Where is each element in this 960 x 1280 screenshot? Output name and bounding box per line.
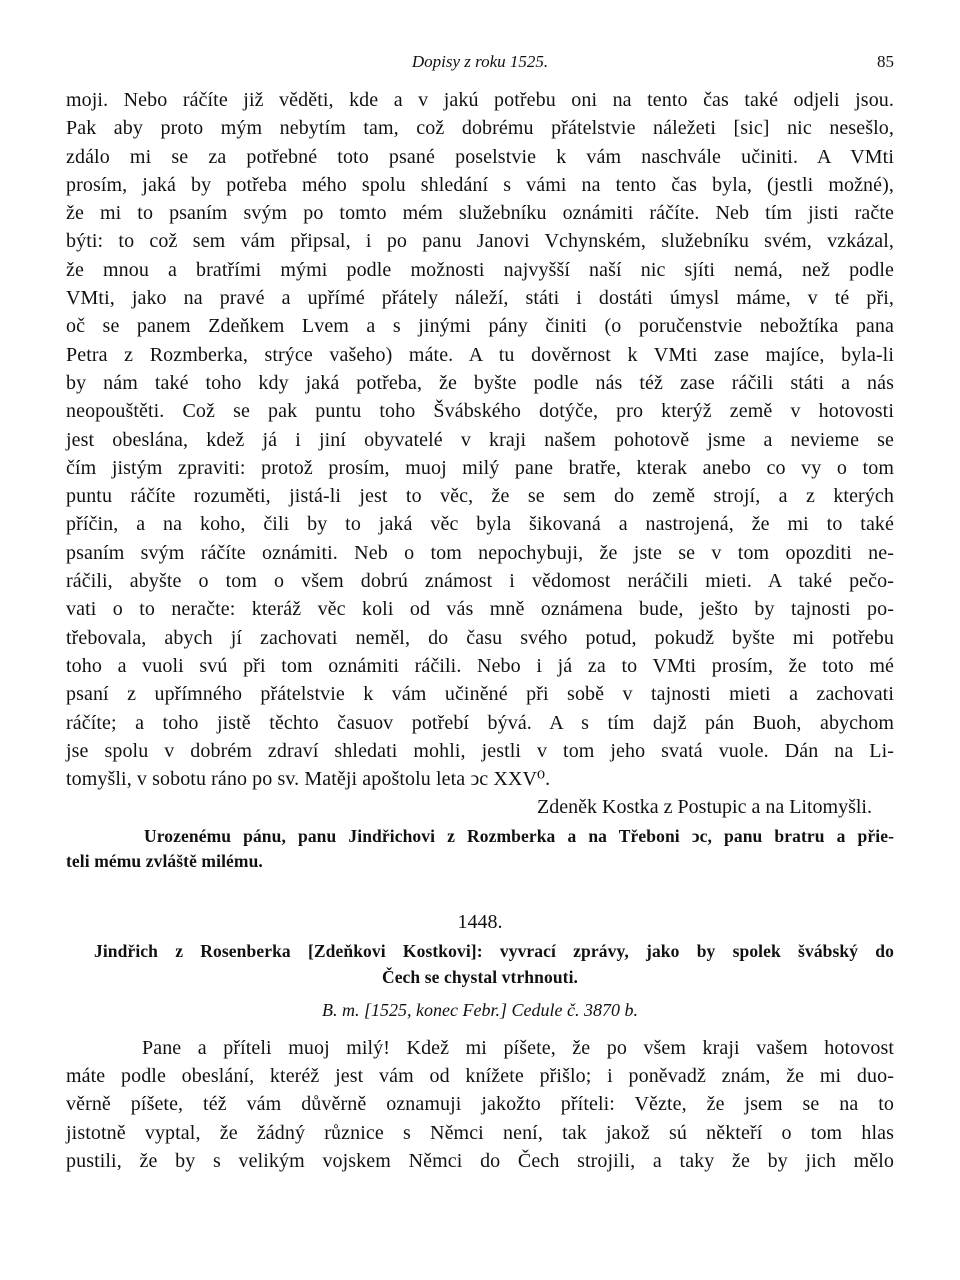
text-line: tomyšli, v sobotu ráno po sv. Matěji apoštolu leta ↄc XXV⁰. xyxy=(66,768,551,791)
text-line: by nám také toho kdy jaká potřeba, že byšte podle nás též zase ráčili státi a nás xyxy=(66,371,894,394)
body-text xyxy=(66,86,894,1175)
text-line: psaní z upřímného přátelstvie k vám učiněné při sobě v tajnosti mieti a zachovati xyxy=(66,683,894,706)
letter-2-body xyxy=(66,1034,894,1175)
text-line: prosím, jaká by potřeba mého spolu shledání s vámi na tento čas byla, (jestli možné), xyxy=(66,173,894,196)
text-line: čím jistým zpraviti: protož prosím, muoj milý pane bratře, kterak anebo co vy o tom xyxy=(66,456,894,479)
text-line: že mi to psaním svým po tomto mém služebníku oznámiti ráčíte. Neb tím jisti račte xyxy=(66,202,894,225)
text-line: jest obeslána, kdež já i jiní obyvatelé v kraji našem pohotově jsme a nevieme se xyxy=(66,428,894,451)
text-line: ráčíte; a toho jistě těchto časuov potřebí bývá. A s tím dajž pán Buoh, abychom xyxy=(66,711,894,734)
text-line: puntu ráčíte rozuměti, jistá-li jest to věc, že se sem do země strojí, a z kterých xyxy=(66,485,894,508)
letter-address xyxy=(66,824,894,874)
document-number: 1448. xyxy=(457,910,503,933)
summary-line: Jindřich z Rosenberka [Zdeňkovi Kostkovi]: vyvrací zprávy, jako by spolek švábský do xyxy=(94,940,894,961)
text-line: Pak aby proto mým nebytím tam, což dobrému přátelstvie náležeti [sic] nic nesešlo, xyxy=(66,117,894,140)
text-line: příčin, a na koho, čili by to jaká věc byla šikovaná a nastrojená, že mi to také xyxy=(66,513,894,536)
text-line: pustili, že by s velikým vojskem Němci do Čech strojili, a taky že by jich mělo xyxy=(66,1149,894,1172)
address-line: Urozenému pánu, panu Jindřichovi z Rozmberka a na Třeboni ↄc, panu bratru a přie- xyxy=(144,825,894,846)
text-line: že mnou a bratřími mými podle možnosti najvyšší naší nic sjíti nemá, než podle xyxy=(66,258,894,281)
text-line: jse spolu v dobrém zdraví shledati mohli, jestli v tom jeho svatá vuole. Dán na Li- xyxy=(66,739,894,762)
text-line: jistotně vyptal, že žádný různice s Němci není, tak jakož sú někteří o tom hlas xyxy=(66,1121,894,1144)
text-line: máte podle obeslání, kteréž jest vám od knížete přišlo; i poněvadž znám, že mi duo- xyxy=(66,1065,894,1088)
source-reference: B. m. [1525, konec Febr.] Cedule č. 3870 b. xyxy=(322,999,638,1020)
text-line: ráčili, abyšte o tom o všem dobrú známost i vědomost neráčili mieti. A také pečo- xyxy=(66,570,894,593)
text-line: VMti, jako na pravé a upřímé přátely náleží, státi i dostáti úmysl máme, v té při, xyxy=(66,287,894,310)
letter-1-body xyxy=(66,86,894,822)
page-number: 85 xyxy=(877,52,894,71)
running-title: Dopisy z roku 1525. xyxy=(411,52,549,71)
summary-line: Čech se chystal vtrhnouti. xyxy=(381,966,579,987)
text-line: Pane a příteli muoj milý! Kdež mi píšete, že po všem kraji vašem hotovost xyxy=(142,1036,894,1059)
text-line: vati o to neračte: kteráž věc koli od vás mně oznámena bude, ješto by tajnosti po- xyxy=(66,598,894,621)
address-line: teli mému zvláště milému. xyxy=(66,850,263,871)
signature: Zdeněk Kostka z Postupic a na Litomyšli. xyxy=(537,796,872,819)
document-summary xyxy=(66,938,894,990)
text-line: Petra z Rozmberka, strýce vašeho) máte. A tu dověrnost k VMti zase majíce, byla-li xyxy=(66,343,894,366)
text-line: toho a vuoli svú při tom oznámiti ráčili. Nebo i já za to VMti prosím, že toto mé xyxy=(66,654,894,677)
text-line: býti: to což sem vám připsal, i po panu Janovi Vchynském, služebníku svém, vzkázal, xyxy=(66,230,894,253)
text-line: oč se panem Zdeňkem Lvem a s jinými pány činiti (o poručenstvie nebožtíka pana xyxy=(66,315,894,338)
text-line: třebovala, abych jí zachovati neměl, do času svého potud, pokudž byšte mi potřebu xyxy=(66,626,894,649)
text-line: věrně píšete, též vám důvěrně oznamuji jakožto příteli: Vězte, že jsem se na to xyxy=(66,1093,894,1116)
text-line: psaním svým ráčíte oznámiti. Neb o tom nepochybuji, že jste se v tom opozditi ne- xyxy=(66,541,894,564)
text-line: neopouštěti. Což se pak puntu toho Švábského dotýče, pro kterýž země v hotovosti xyxy=(66,400,894,423)
text-line: zdálo mi se za potřebné toto psané poselstvie k vám naschvále učiniti. A VMti xyxy=(66,145,894,168)
running-head xyxy=(66,52,894,76)
text-line: moji. Nebo ráčíte již věděti, kde a v jakú potřebu oni na tento čas také odjeli jsou. xyxy=(66,89,894,111)
